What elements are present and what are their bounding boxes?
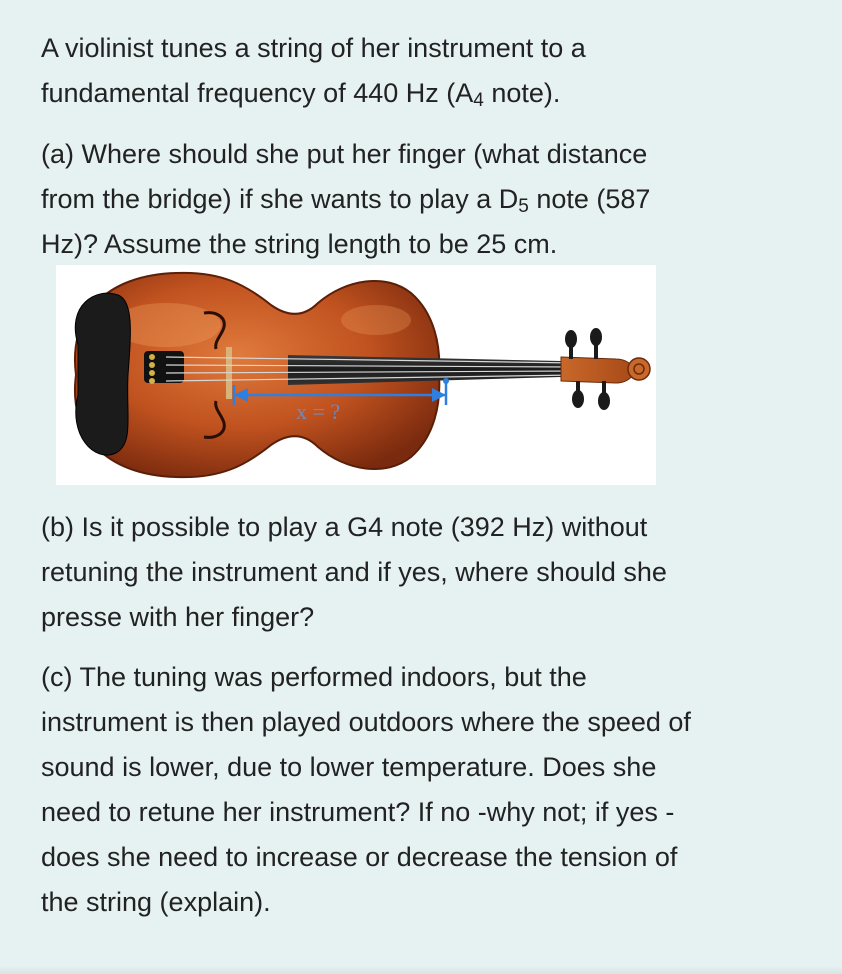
part-a-paragraph bbox=[41, 132, 811, 267]
part-b-line-1: (b) Is it possible to play a G4 note (392 Hz) without bbox=[41, 512, 648, 542]
intro-line-2-text: fundamental frequency of 440 Hz (A bbox=[41, 78, 474, 108]
part-c-paragraph bbox=[41, 655, 811, 925]
fine-tuner bbox=[149, 362, 155, 368]
finger-point bbox=[443, 378, 449, 384]
part-a-subscript: 5 bbox=[518, 196, 529, 217]
violin-illustration bbox=[56, 265, 656, 485]
peg-shaft bbox=[594, 343, 598, 359]
distance-label: x = ? bbox=[296, 399, 341, 424]
part-b-line-2: retuning the instrument and if yes, where should she bbox=[41, 557, 667, 587]
fine-tuner bbox=[149, 370, 155, 376]
fine-tuner bbox=[149, 354, 155, 360]
part-c-line-5: does she need to increase or decrease the tension of bbox=[41, 842, 678, 872]
part-b-line-3: presse with her finger? bbox=[41, 602, 315, 632]
part-c-line-2: instrument is then played outdoors where the speed of bbox=[41, 707, 691, 737]
pegbox bbox=[561, 357, 634, 383]
part-c-line-4: need to retune her instrument? If no -why not; if yes - bbox=[41, 797, 675, 827]
scroll bbox=[628, 358, 650, 380]
part-c-line-1: (c) The tuning was performed indoors, but the bbox=[41, 662, 587, 692]
peg-shaft bbox=[602, 381, 606, 397]
part-a-line-2 bbox=[41, 184, 651, 217]
intro-subscript: 4 bbox=[473, 90, 484, 111]
part-a-line-3: Hz)? Assume the string length to be 25 cm. bbox=[41, 229, 558, 259]
intro-line-2-end: note). bbox=[483, 78, 561, 108]
intro-line-1: A violinist tunes a string of her instrument to a bbox=[41, 33, 586, 63]
violin-figure bbox=[56, 265, 656, 485]
part-a-line-1: (a) Where should she put her finger (what distance bbox=[41, 139, 648, 169]
peg-shaft bbox=[569, 345, 573, 359]
part-c-line-6: the string (explain). bbox=[41, 887, 271, 917]
part-a-line-2-end: note (587 bbox=[528, 184, 651, 214]
body-highlight-2 bbox=[341, 305, 411, 335]
fine-tuner bbox=[149, 378, 155, 384]
peg-shaft bbox=[576, 381, 580, 395]
intro-line-2 bbox=[41, 78, 561, 111]
part-c-line-3: sound is lower, due to lower temperature. Does she bbox=[41, 752, 657, 782]
intro-paragraph bbox=[41, 26, 811, 116]
part-a-line-2-text: from the bridge) if she wants to play a D bbox=[41, 184, 519, 214]
chin-rest bbox=[75, 293, 130, 455]
bottom-shadow bbox=[0, 966, 842, 974]
part-b-paragraph bbox=[41, 505, 811, 640]
